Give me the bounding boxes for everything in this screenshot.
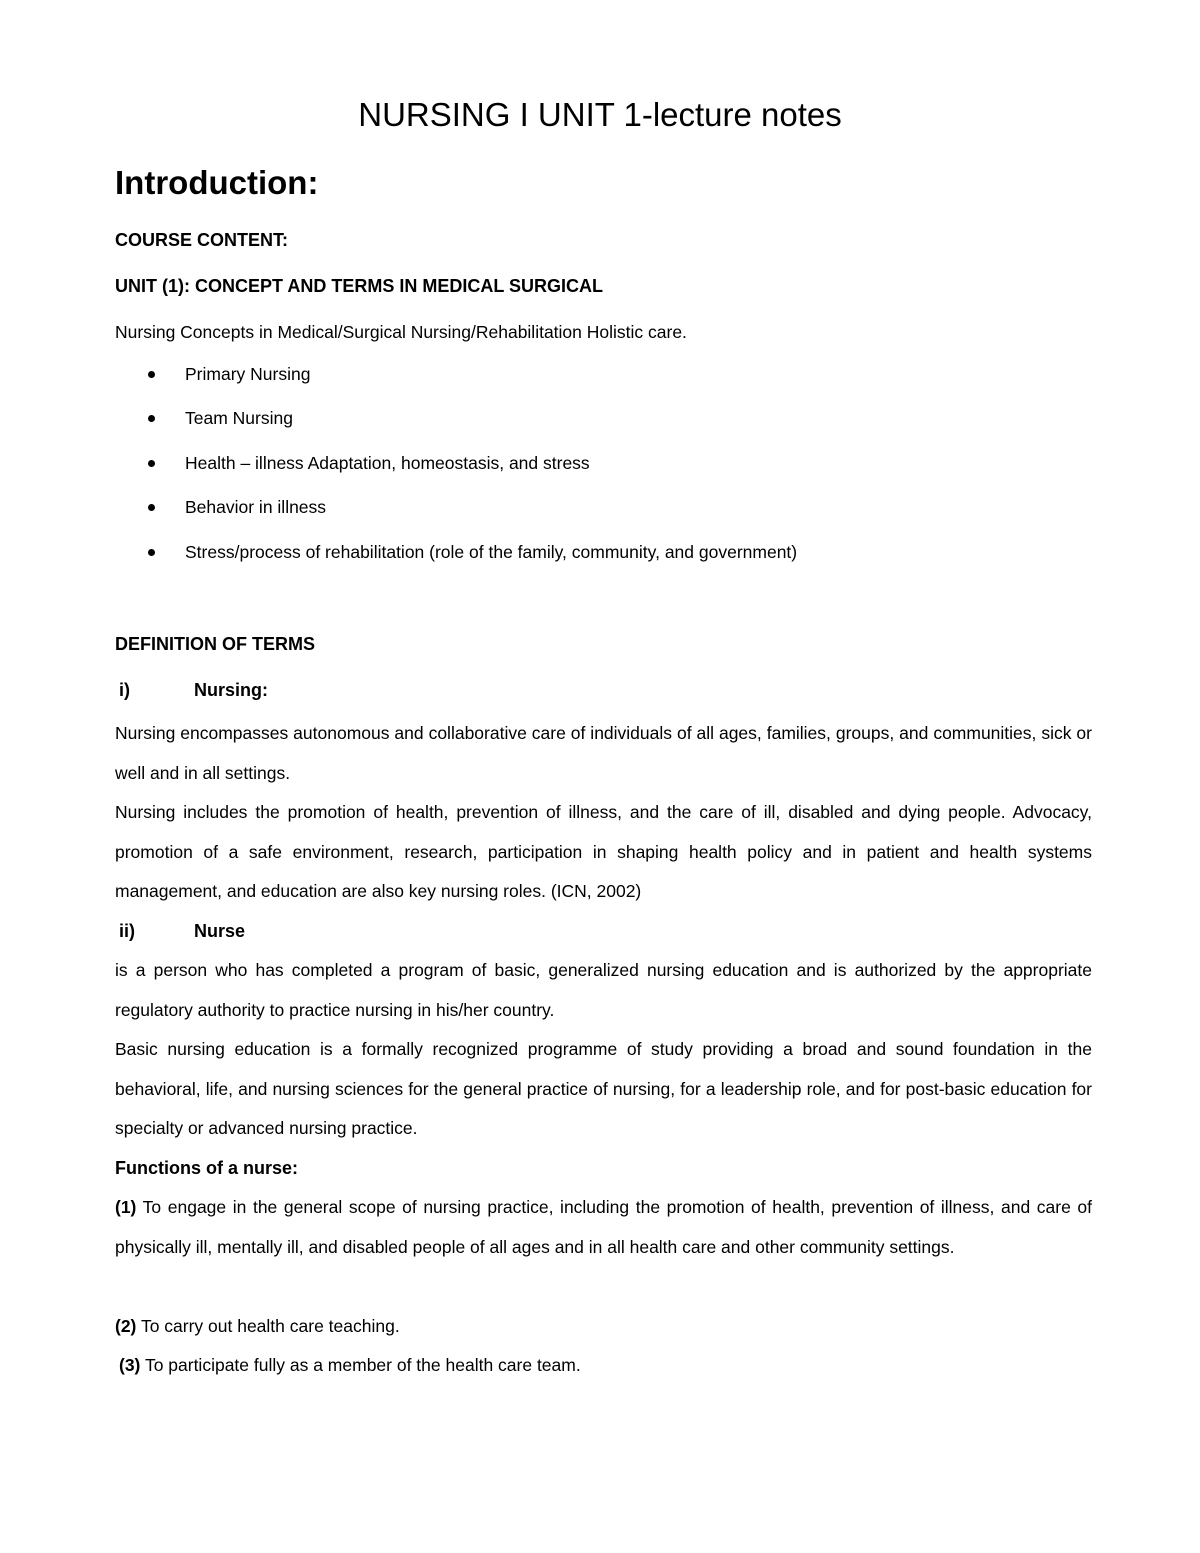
function-item <box>115 1346 1096 1386</box>
term-number: i) <box>119 680 130 700</box>
function-text: To participate fully as a member of the health care team. <box>144 1355 581 1375</box>
nursing-paragraph-2: Nursing includes the promotion of health, prevention of illness, and the care of ill, disabled and dying people. Advocacy, promotion of a safe environment, research, participation in shaping health policy and in patient and health systems management, and education are also key nursing roles. (ICN, 2002) <box>115 802 1092 901</box>
function-number: (3) <box>119 1355 141 1375</box>
function-text: To engage in the general scope of nursing practice, including the promotion of health, prevention of illness, and care of physically ill, mentally ill, and disabled people of all ages and in all health care and other community settings. <box>115 1197 1092 1257</box>
bullet-icon <box>148 371 155 378</box>
function-number: (2) <box>115 1316 137 1336</box>
nurse-paragraph-2: Basic nursing education is a formally recognized programme of study providing a broad and sound foundation in the behavioral, life, and nursing sciences for the general practice of nursing, for a leadership role, and for post-basic education for specialty or advanced nursing practice. <box>115 1039 1092 1138</box>
term-nursing-heading <box>115 678 268 702</box>
term-nurse-heading <box>115 919 245 943</box>
function-number: (1) <box>115 1197 137 1217</box>
list-item <box>115 406 797 450</box>
list-item <box>115 362 797 406</box>
term-number: ii) <box>119 921 135 941</box>
functions-heading: Functions of a nurse: <box>115 1158 299 1178</box>
list-item-text: Team Nursing <box>185 408 293 429</box>
function-item <box>115 1307 1092 1347</box>
list-item <box>115 540 797 584</box>
list-item-text: Stress/process of rehabilitation (role of the family, community, and government) <box>185 541 798 562</box>
list-item-text: Health – illness Adaptation, homeostasis, and stress <box>185 452 590 473</box>
bullet-icon <box>148 549 155 556</box>
list-item <box>115 451 797 495</box>
bullet-icon <box>148 415 155 422</box>
course-content-label: COURSE CONTENT: <box>115 230 289 250</box>
bullet-icon <box>148 460 155 467</box>
nursing-paragraph-1: Nursing encompasses autonomous and collaborative care of individuals of all ages, families, groups, and communities, sick or well and in all settings. <box>115 723 1092 783</box>
function-item <box>115 1188 1092 1267</box>
list-item-text: Behavior in illness <box>185 497 327 518</box>
concepts-line: Nursing Concepts in Medical/Surgical Nursing/Rehabilitation Holistic care. <box>115 322 687 342</box>
document-title: NURSING I UNIT 1-lecture notes <box>358 96 842 133</box>
unit-heading: UNIT (1): CONCEPT AND TERMS IN MEDICAL SURGICAL <box>115 276 603 296</box>
nurse-paragraph-1: is a person who has completed a program of basic, generalized nursing education and is authorized by the appropriate regulatory authority to practice nursing in his/her country. <box>115 960 1092 1020</box>
list-item-text: Primary Nursing <box>185 364 311 384</box>
list-item <box>115 495 797 539</box>
term-label: Nurse <box>194 921 246 941</box>
definitions-heading: DEFINITION OF TERMS <box>115 634 315 654</box>
bullet-icon <box>148 504 155 511</box>
intro-heading: Introduction: <box>115 164 319 201</box>
concept-bullet-list <box>115 362 797 584</box>
function-text: To carry out health care teaching. <box>140 1316 400 1336</box>
term-label: Nursing: <box>194 680 268 700</box>
